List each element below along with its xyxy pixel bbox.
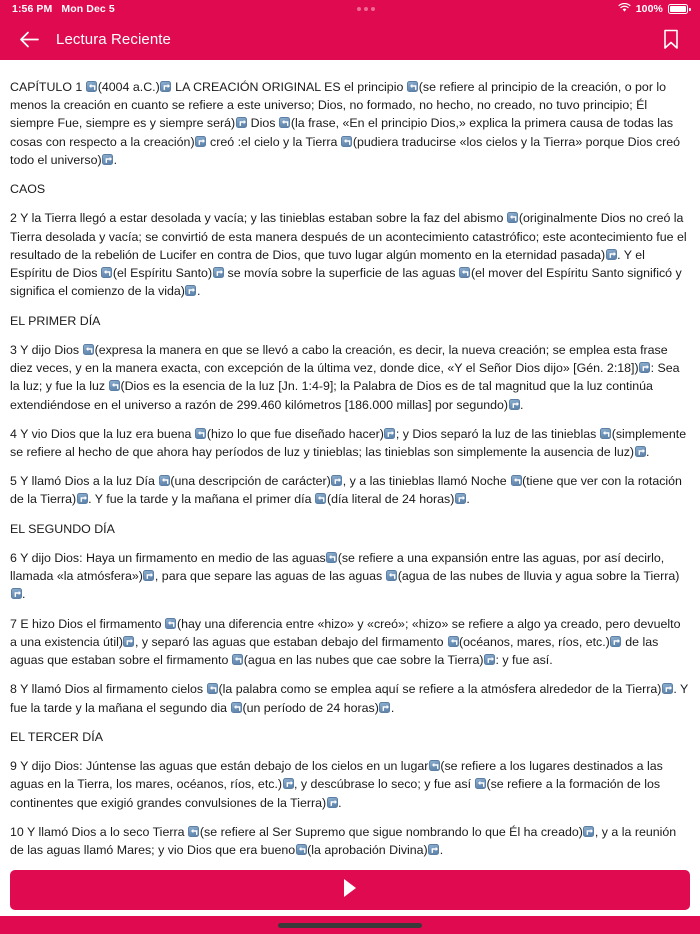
home-indicator-area	[0, 916, 700, 934]
note-open-icon[interactable]	[231, 702, 242, 713]
battery-fill	[670, 6, 686, 12]
note-close-icon[interactable]	[143, 570, 154, 581]
paragraph-verse-2: 2 Y la Tierra llegó a estar desolada y vacía; y las tinieblas estaban sobre la faz del abismo (originalmente Dios no creó la Tierra desolada y vacía; se convirtió de esta manera después de un acontecimiento catastrófico; este acontecimiento fue el resultado de la rebelión de Lucifer en contra de Dios, que tuvo lugar algún momento en la eternidad pasada) . Y el Espíritu de Dios (el Espíritu Santo) se movía sobre la superficie de las aguas (el mover del Espíritu Santo significó y significa el comienzo de la vida) .	[10, 211, 687, 299]
status-bar-right	[618, 3, 688, 16]
paragraph-verse-8: 8 Y llamó Dios al firmamento cielos (la palabra como se emplea aquí se refiere a la atmósfera alrededor de la Tierra) . Y fue la tarde y la mañana el segundo dia (un período de 24 horas) .	[10, 682, 689, 715]
app-header	[0, 18, 700, 60]
note-open-icon[interactable]	[83, 344, 94, 355]
note-open-icon[interactable]	[195, 428, 206, 439]
note-close-icon[interactable]	[213, 267, 224, 278]
home-indicator[interactable]	[278, 923, 422, 928]
note-open-icon[interactable]	[475, 778, 486, 789]
note-close-icon[interactable]	[327, 797, 338, 808]
bookmark-icon[interactable]	[658, 26, 684, 52]
wifi-icon	[618, 3, 631, 16]
status-bar-left	[12, 3, 115, 15]
play-button[interactable]	[10, 870, 690, 910]
note-open-icon[interactable]	[159, 475, 170, 486]
ellipsis-dot	[364, 7, 368, 11]
note-close-icon[interactable]	[606, 249, 617, 260]
note-close-icon[interactable]	[379, 702, 390, 713]
note-close-icon[interactable]	[635, 446, 646, 457]
paragraph-verse-4: 4 Y vio Dios que la luz era buena (hizo lo que fue diseñado hacer) ; y Dios separó la luz de las tinieblas (simplemente se refiere al hecho de que ahora hay períodos de luz y tinieblas; las tinieblas son simplemente la ausencia de luz) .	[10, 426, 687, 459]
section-heading-caos: CAOS	[10, 182, 46, 197]
note-close-icon[interactable]	[283, 778, 294, 789]
note-close-icon[interactable]	[583, 826, 594, 837]
paragraph-verse-9: 9 Y dijo Dios: Júntense las aguas que están debajo de los cielos en un lugar (se refiere a los lugares destinados a las aguas en la Tierra, los mares, océanos, ríos, etc.) , y descúbrase lo seco; y fue así (se refiere a la formación de los continentes que exigió grandes convulsiones de la Tierra) .	[10, 759, 663, 810]
back-arrow-icon[interactable]	[16, 26, 42, 52]
note-open-icon[interactable]	[459, 267, 470, 278]
note-open-icon[interactable]	[86, 81, 97, 92]
note-close-icon[interactable]	[610, 636, 621, 647]
battery-icon	[668, 4, 688, 14]
note-open-icon[interactable]	[429, 760, 440, 771]
note-open-icon[interactable]	[326, 552, 337, 563]
note-open-icon[interactable]	[386, 570, 397, 581]
note-open-icon[interactable]	[315, 493, 326, 504]
note-close-icon[interactable]	[123, 636, 134, 647]
note-open-icon[interactable]	[296, 844, 307, 855]
note-close-icon[interactable]	[662, 683, 673, 694]
note-open-icon[interactable]	[341, 136, 352, 147]
note-close-icon[interactable]	[428, 844, 439, 855]
paragraph-verse-7: 7 E hizo Dios el firmamento (hay una diferencia entre «hizo» y «creó»; «hizo» se refiere a algo ya creado, pero devuelto a una existencia útil) , y separó las aguas que estaban debajo del firmamento (océanos, mares, ríos, etc.) de las aguas que estaban sobre el firmamento (agua en las nubes que cae sobre la Tierra) : y fue así.	[10, 616, 681, 668]
note-open-icon[interactable]	[207, 683, 218, 694]
note-close-icon[interactable]	[195, 136, 206, 147]
note-close-icon[interactable]	[11, 588, 22, 599]
status-bar	[0, 0, 700, 18]
note-open-icon[interactable]	[101, 267, 112, 278]
paragraph-chapter-1: CAPÍTULO 1 (4004 a.C.) LA CREACIÓN ORIGINAL ES el principio (se refiere al principio de la creación, o por lo menos la creación en cuanto se refiere a este universo; Dios, no formado, no hecho, no creado, no tuvo principio; Él siempre Fue, siempre es y siempre será) Dios (la frase, «En el principio Dios,» explica la primera causa de todas las cosas con respecto a la creación) creó :el cielo y la Tierra (pudiera traducirse «los cielos y la Tierra» porque Dios creó todo el universo) .	[10, 80, 681, 167]
paragraph-verse-6: 6 Y dijo Dios: Haya un firmamento en medio de las aguas (se refiere a una expansión entre las aguas, por así decirlo, llamada «la atmósfera») , para que separe las aguas de las aguas (agua de las nubes de lluvia y agua sobre la Tierra) .	[10, 550, 680, 602]
reader-content[interactable]	[0, 60, 700, 870]
note-close-icon[interactable]	[331, 475, 342, 486]
page-title: Lectura Reciente	[56, 30, 172, 48]
paragraph-verse-10: 10 Y llamó Dios a lo seco Tierra (se refiere al Ser Supremo que sigue nombrando lo que Él ha creado) , y a la reunión de las aguas llamó Mares; y vio Dios que era bueno (la aprobación Divina) .	[10, 824, 677, 857]
note-close-icon[interactable]	[185, 285, 196, 296]
note-open-icon[interactable]	[600, 428, 611, 439]
note-open-icon[interactable]	[448, 636, 459, 647]
status-date: Mon Dec 5	[61, 3, 115, 15]
note-open-icon[interactable]	[188, 826, 199, 837]
note-open-icon[interactable]	[511, 475, 522, 486]
ellipsis-dot	[357, 7, 361, 11]
note-close-icon[interactable]	[509, 399, 520, 410]
note-open-icon[interactable]	[407, 81, 418, 92]
note-close-icon[interactable]	[639, 362, 650, 373]
note-close-icon[interactable]	[77, 493, 88, 504]
battery-percent-label: 100%	[635, 3, 663, 15]
paragraph-verse-5: 5 Y llamó Dios a la luz Día (una descripción de carácter) , y a las tinieblas llamó Noche (tiene que ver con la rotación de la Tierra) . Y fue la tarde y la mañana el primer día (día literal de 24 horas) .	[10, 474, 682, 507]
ellipsis-icon	[115, 7, 618, 11]
section-heading-segundo-dia: EL SEGUNDO DÍA	[10, 521, 115, 536]
status-time: 1:56 PM	[12, 3, 53, 15]
note-close-icon[interactable]	[455, 493, 466, 504]
note-close-icon[interactable]	[236, 117, 247, 128]
section-heading-primer-dia: EL PRIMER DÍA	[10, 313, 101, 328]
ellipsis-dot	[371, 7, 375, 11]
note-open-icon[interactable]	[232, 654, 243, 665]
section-heading-tercer-dia: EL TERCER DÍA	[10, 729, 103, 744]
note-open-icon[interactable]	[165, 618, 176, 629]
note-close-icon[interactable]	[484, 654, 495, 665]
note-open-icon[interactable]	[507, 212, 518, 223]
note-open-icon[interactable]	[109, 380, 120, 391]
note-close-icon[interactable]	[102, 154, 113, 165]
note-close-icon[interactable]	[160, 81, 171, 92]
note-open-icon[interactable]	[279, 117, 290, 128]
note-close-icon[interactable]	[384, 428, 395, 439]
bottom-bar	[0, 870, 700, 934]
play-icon	[342, 878, 358, 903]
paragraph-verse-3: 3 Y dijo Dios (expresa la manera en que se llevó a cabo la creación, es decir, la nueva creación; se emplea esta frase diez veces, y en la manera exacta, con excepción de la última vez, donde dice, «Y el Señor Dios dijo» [Gén. 2:18]) : Sea la luz; y fue la luz (Dios es la esencia de la luz [Jn. 1:4-9]; la Palabra de Dios es de tal magnitud que la luz continúa extendiéndose en el universo a razón de 299.460 kilómetros [186.000 millas] por segundo) .	[10, 342, 680, 412]
